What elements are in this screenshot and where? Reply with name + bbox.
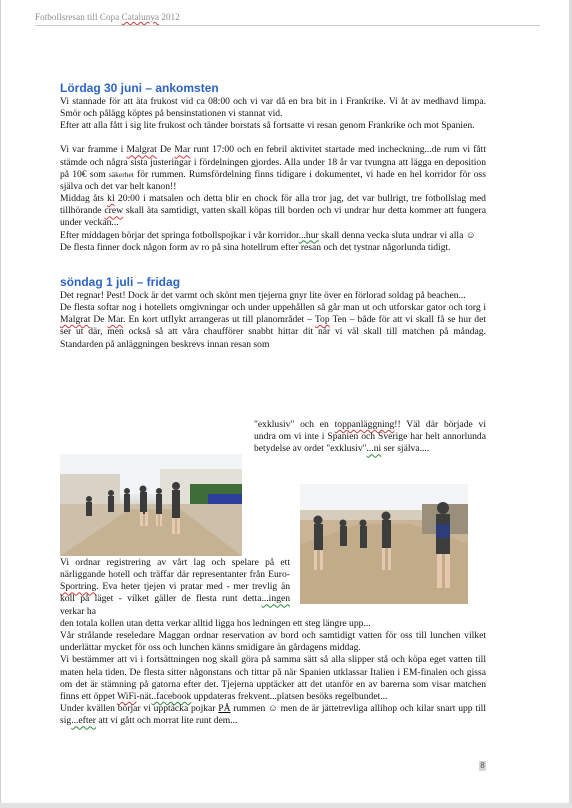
spellcheck-word: Mar xyxy=(107,314,124,326)
photo-street-group xyxy=(60,454,242,556)
text-run: !! Väl där började vi undra om vi inte i Spanien och Sverige har helt annorlunda betydelse av ordet "exklusiv" xyxy=(254,419,486,455)
paragraph: Det regnar! Pest! Dock är det varmt och skönt men tjejerna gnyr lite över en förlorad soldag på beachen... xyxy=(60,289,466,301)
section-heading-sunday: söndag 1 juli – fridag xyxy=(60,274,181,289)
text-run: Under kvällen börjar vi upptäcka pojkar xyxy=(60,703,219,715)
document-header xyxy=(35,12,180,22)
text-run: . En kort utflykt arrangeras ut till planområdet – xyxy=(123,314,315,326)
paragraph xyxy=(60,654,486,703)
paragraph: Vår strålande reseledare Maggan ordnar reservation av bord och samtidigt vatten för oss till lunchen vilket underlättar mycket för oss och lunchen känns smidigare än gårdagens middag. xyxy=(60,630,486,654)
paragraph: De flesta finner dock någon form av ro på sina hotellrum efter resan och det tystnar någorlunda tidigt. xyxy=(60,241,451,253)
page-number: 8 xyxy=(480,761,485,770)
text-run: De xyxy=(90,314,108,326)
text-run: verkar ha xyxy=(60,605,96,617)
spellcheck-word: Malgrat xyxy=(126,144,157,156)
paragraph: Vi stannade för att äta frukost vid ca 08:00 och vi var då en bra bit in i Frankrike. Vi åt av medhavd limpa. Smör och pålägg köptes på bensinstationen vi stannat vid. xyxy=(60,96,486,120)
paragraph: Efter att alla fått i sig lite frukost och tänder borstats så fortsatte vi resan genom Frankrike och mot Spanien. xyxy=(60,120,475,132)
text-run: skall äta samtidigt, vatten skall köpas till borden och vi undrar hur detta kommer att fungera under veckan... xyxy=(60,205,486,229)
spellcheck-word: kl xyxy=(107,193,115,205)
text-run: De xyxy=(156,144,175,156)
text-run: rummen ☺ men de är jättetrevliga allihop och kilar snart upp till sig xyxy=(60,703,486,727)
photo-icon xyxy=(300,484,468,604)
text-run: ser själva.... xyxy=(381,443,430,455)
document-body xyxy=(60,80,486,351)
text-run: uppdateras frekvent...platsen besöks regelbundet... xyxy=(191,690,388,702)
header-title-suffix: 2012 xyxy=(159,12,180,22)
spellcheck-word: Malgrat xyxy=(60,314,91,326)
spacer xyxy=(60,254,486,274)
page-border-bottom xyxy=(0,803,572,808)
underlined-word: PÅ xyxy=(218,703,231,715)
text-run: 20:00 i matsalen och detta blir en chock för alla tror jag, det var bullrigt, tre fotbollslag med tillhörande xyxy=(60,193,486,217)
paragraph xyxy=(60,302,486,351)
left-column-paragraph xyxy=(60,557,290,618)
header-title-prefix: Fotbollsresan till Copa xyxy=(35,12,122,22)
spellcheck-word: WiFi xyxy=(117,690,137,702)
spellcheck-word: Sportring xyxy=(60,581,97,593)
text-run: Vi bestämmer att vi i fortsättningen nog skall göra på samma sätt så alla slipper stå och köpa eget vatten till maten hela tiden. De flesta sitter någonstans och tittar på när Spanien utklassar Italien i EM-finalen och gissa om det är stämning på gatorna efter det. Tjejerna upptäcker att det utanför en av barerna som visar matchen finns ett öppet xyxy=(60,654,486,702)
grammar-word: ...ni xyxy=(366,443,382,455)
section-heading-saturday: Lördag 30 juni – ankomsten xyxy=(60,81,219,95)
header-title-spell: Catalunya xyxy=(121,12,160,22)
paragraph xyxy=(60,144,486,193)
grammar-word: ...efter xyxy=(71,715,96,727)
text-run-small: säkerhet xyxy=(108,169,134,179)
paragraph xyxy=(60,557,290,618)
paragraph xyxy=(60,230,486,242)
header-divider xyxy=(35,25,540,26)
text-run: -nät xyxy=(136,690,152,702)
paragraph xyxy=(60,193,486,229)
text-run: för rummen. Rumsfördelning finns tidigare i dokumentet, vi hade en hel korridor för oss själva och det var helt kanon!! xyxy=(60,168,486,192)
floating-paragraph xyxy=(254,419,486,455)
spellcheck-word: toppanläggning xyxy=(334,419,395,430)
text-run: De flesta softar nog i hotellets omgivningar och under uppehållen så går man ut och utforskar gator och torg i xyxy=(60,302,486,314)
spellcheck-word: crew xyxy=(104,205,124,217)
photo-path-walk xyxy=(300,484,468,604)
spacer xyxy=(60,132,486,144)
spellcheck-word: Mar xyxy=(174,144,191,156)
text-run: Vi ordnar registrering av vårt lag och spelare på ett närliggande hotell och träffar där representanter från Euro- xyxy=(60,557,290,581)
text-run: Middag åts xyxy=(60,193,108,205)
text-run: Efter middagen börjar det springa fotbollspojkar i vår korridor xyxy=(60,229,299,241)
text-run: "exklusiv" och en xyxy=(254,419,335,430)
photo-icon xyxy=(60,454,242,556)
page-border-left xyxy=(0,0,1,808)
grammar-word: ...hur xyxy=(298,229,319,241)
grammar-word: ..facebook xyxy=(151,690,192,702)
paragraph: den totala kollen utan detta verkar alltid ligga hos ledningen ett steg längre upp... xyxy=(60,618,371,629)
text-run: runt 17:00 och en febril aktivitet startade med incheckning...de rum vi fått stämde och några sista justeringar i fördelningen gjordes. Alla under 18 år var tvungna att lägga en deposition på 10€ som xyxy=(60,144,486,180)
text-run: Vi var framme i xyxy=(60,144,127,156)
bottom-text xyxy=(60,618,486,727)
text-run: . Eva heter tjejen vi pratar med - mer trevlig än koll på läget - vilket gäller de flesta runt detta xyxy=(60,581,290,605)
paragraph xyxy=(60,703,486,727)
text-run: att vi gått och morrat lite runt dem... xyxy=(95,715,238,727)
text-run: Ten – både för att vi skall få se hur det ser ut där, men också så att våra chaufförer snabbt hittar dit när vi väl skall till matchen på måndag. Standarden på anläggningen beskrevs innan resan som xyxy=(60,314,486,350)
spellcheck-word: Top xyxy=(314,314,330,326)
text-run: skall denna vecka sluta undrar vi alla ☺ xyxy=(318,229,476,241)
grammar-word: ...ingen xyxy=(261,593,290,605)
